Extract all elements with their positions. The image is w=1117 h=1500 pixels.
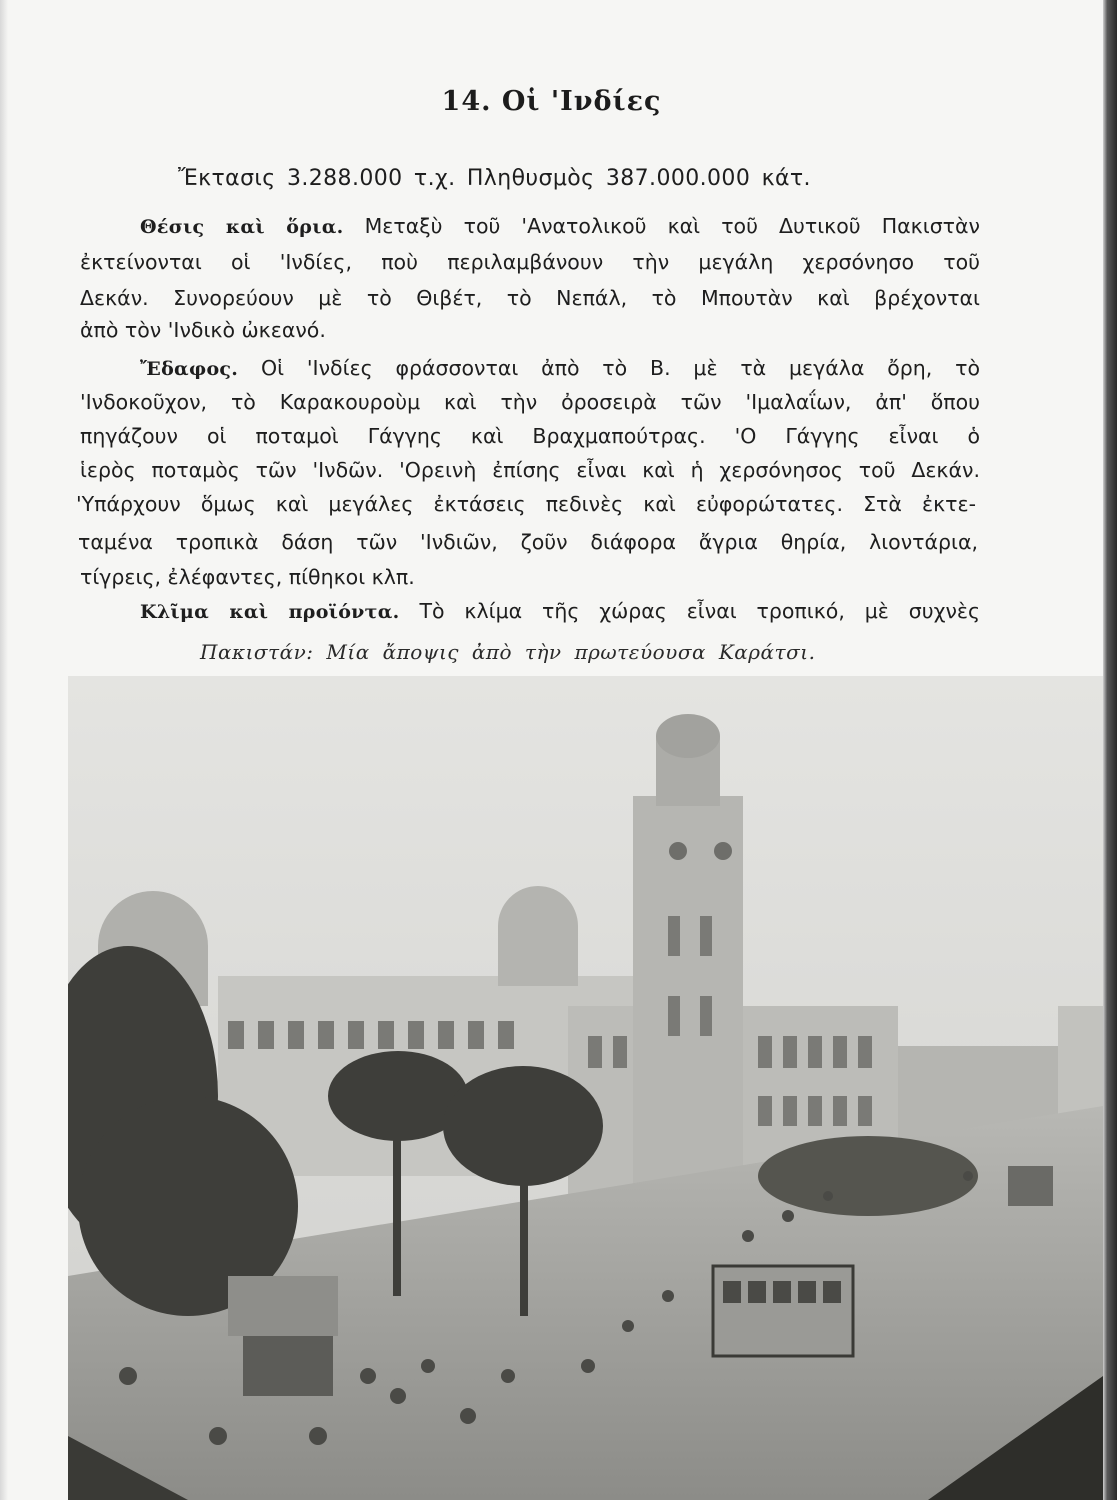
- area-population-line: Ἔκτασις 3.288.000 τ.χ. Πληθυσμὸς 387.000.000 κάτ.: [178, 166, 811, 191]
- section-heading-position: Θέσις καὶ ὅρια.: [140, 216, 344, 238]
- section-text: Μεταξὺ τοῦ 'Ανατολικοῦ καὶ τοῦ Δυτικοῦ Πακιστὰν: [343, 214, 980, 238]
- paragraph-line: ἀπὸ τὸν 'Ινδικὸ ὠκεανό.: [80, 318, 326, 342]
- paragraph-line: πηγάζουν οἱ ποταμοὶ Γάγγης καὶ Βραχμαπούτρας. 'Ο Γάγγης εἶναι ὁ: [80, 424, 980, 448]
- paragraph-line: [140, 354, 980, 383]
- paragraph-line: [140, 597, 980, 626]
- paragraph-line: Δεκάν. Συνορεύουν μὲ τὸ Θιβέτ, τὸ Νεπάλ, τὸ Μπουτὰν καὶ βρέχονται: [80, 286, 980, 310]
- section-heading-climate: Κλῖμα καὶ προϊόντα.: [140, 601, 400, 623]
- paragraph-line: [140, 212, 980, 241]
- paragraph-line: ἱερὸς ποταμὸς τῶν 'Ινδῶν. 'Ορεινὴ ἐπίσης εἶναι καὶ ἡ χερσόνησος τοῦ Δεκάν.: [80, 458, 980, 482]
- paragraph-line: τίγρεις, ἐλέφαντες, πίθηκοι κλπ.: [80, 565, 415, 589]
- page-edge-left: [0, 0, 8, 1500]
- paragraph-line: ἐκτείνονται οἱ 'Ινδίες, ποὺ περιλαμβάνουν τὴν μεγάλη χερσόνησο τοῦ: [80, 250, 980, 274]
- paragraph-line: 'Ινδοκοῦχον, τὸ Καρακουροὺμ καὶ τὴν ὀροσειρὰ τῶν 'Ιμαλαΐων, ἀπ' ὅπου: [80, 390, 980, 414]
- chapter-title: 14. Οἱ 'Ινδίες: [441, 86, 662, 117]
- section-text: Οἱ 'Ινδίες φράσσονται ἀπὸ τὸ Β. μὲ τὰ μεγάλα ὄρη, τὸ: [238, 356, 980, 380]
- karachi-street-photo: [68, 676, 1103, 1500]
- photo-caption: Πακιστάν: Μία ἄποψις ἀπὸ τὴν πρωτεύουσα Καράτσι.: [200, 640, 816, 664]
- section-text: Τὸ κλίμα τῆς χώρας εἶναι τροπικό, μὲ συχνὲς: [399, 599, 981, 623]
- paragraph-line: 'Υπάρχουν ὅμως καὶ μεγάλες ἐκτάσεις πεδινὲς καὶ εὐφορώτατες. Στὰ ἐκτε-: [76, 492, 976, 516]
- section-heading-terrain: Ἔδαφος.: [140, 358, 239, 380]
- paragraph-line: ταμένα τροπικὰ δάση τῶν 'Ινδιῶν, ζοῦν διάφορα ἄγρια θηρία, λιοντάρια,: [78, 530, 978, 554]
- page-edge-right: [1103, 0, 1117, 1500]
